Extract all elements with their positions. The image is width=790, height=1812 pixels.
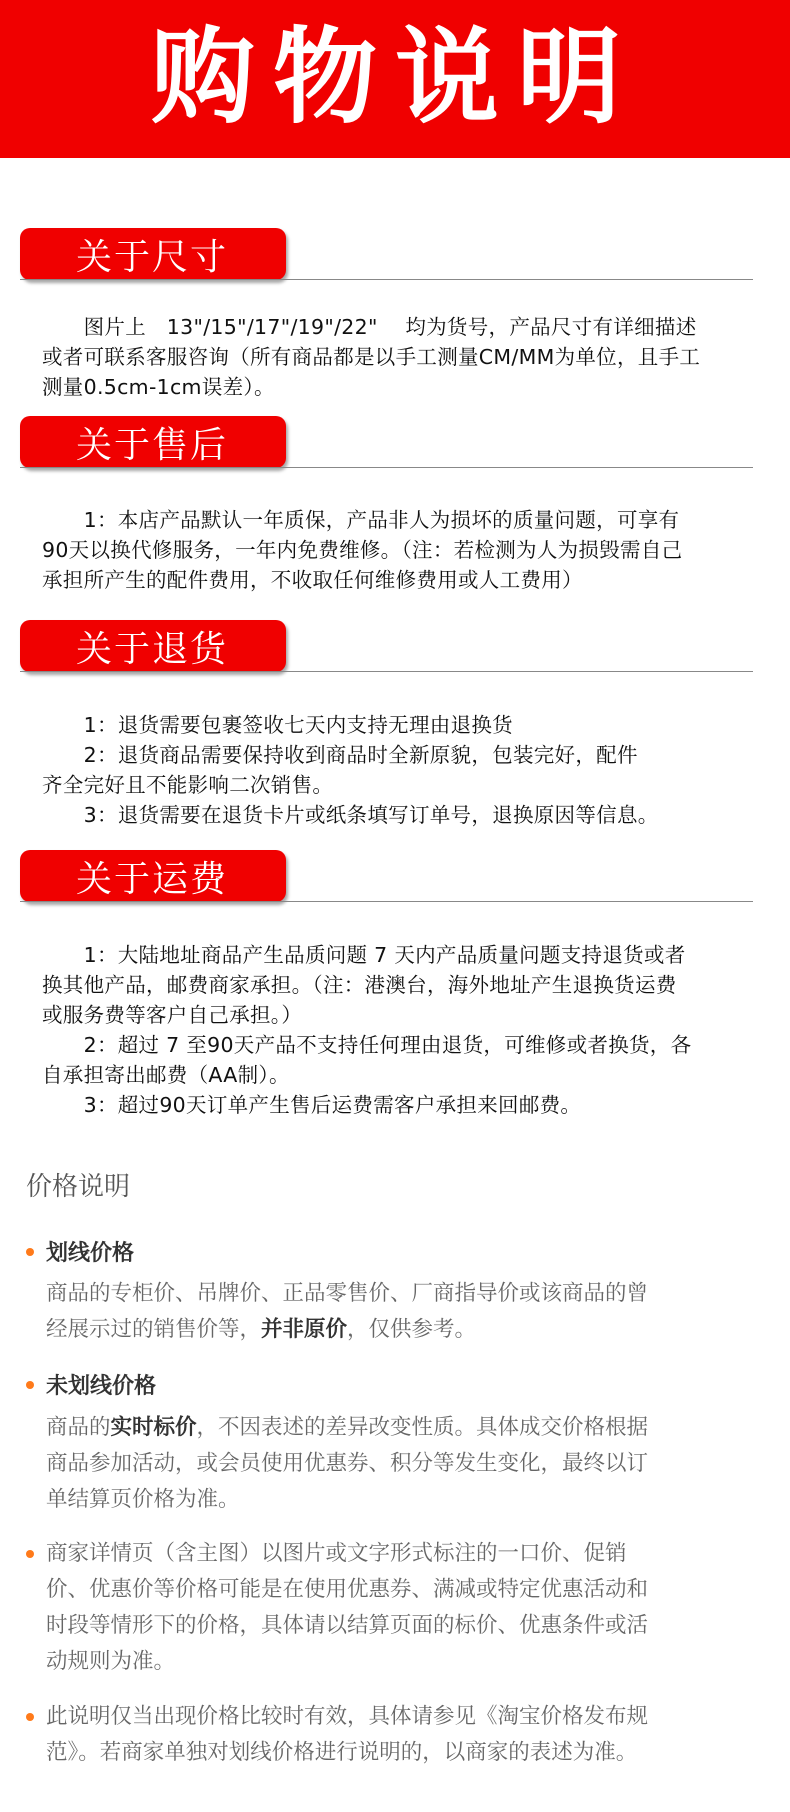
text-line: 商品的实时标价，不因表述的差异改变性质。具体成交价格根据 (46, 1415, 649, 1440)
section-heading-shipping (20, 850, 286, 902)
price-item-body (46, 1536, 761, 1680)
section-divider (20, 671, 753, 672)
bullet-dot (26, 1381, 34, 1389)
text-line: 商品的专柜价、吊牌价、正品零售价、厂商指导价或该商品的曾 (46, 1281, 649, 1306)
text-line: 3：超过90天订单产生售后运费需客户承担来回邮费。 (42, 1093, 582, 1117)
price-item-body (46, 1699, 761, 1771)
section-body-returns (42, 710, 762, 830)
text-line: 1：大陆地址商品产生品质问题 7 天内产品质量问题支持退货或者 (42, 943, 686, 967)
text-line: 2：超过 7 至90天产品不支持任何理由退货，可维修或者换货，各 (42, 1033, 692, 1057)
text-line: 单结算页价格为准。 (46, 1487, 240, 1512)
price-item-body (46, 1276, 761, 1348)
text-line: 1：退货需要包裹签收七天内支持无理由退换货 (42, 713, 513, 737)
price-section-title: 价格说明 (26, 1172, 131, 1202)
section-heading-returns (20, 620, 286, 672)
text-line: 动规则为准。 (46, 1649, 176, 1674)
text-line: 图片上 13"/15"/17"/19"/22" 均为货号，产品尺寸有详细描述 (42, 315, 697, 339)
text-line: 价、优惠价等价格可能是在使用优惠券、满减或特定优惠活动和 (46, 1577, 649, 1602)
text-line: 承担所产生的配件费用，不收取任何维修费用或人工费用） (42, 568, 583, 592)
section-heading-size (20, 228, 286, 280)
section-heading-label: 关于退货 (76, 628, 229, 670)
text-line: 或服务费等客户自己承担。） (42, 1003, 303, 1027)
text-line: 3：退货需要在退货卡片或纸条填写订单号，退换原因等信息。 (42, 803, 659, 827)
text-line: 自承担寄出邮费（AA制）。 (42, 1063, 290, 1087)
section-divider (20, 467, 753, 468)
text-line: 2：退货商品需要保持收到商品时全新原貌，包装完好，配件 (42, 743, 638, 767)
price-item-heading: 划线价格 (46, 1241, 135, 1266)
text-line: 商品参加活动，或会员使用优惠券、积分等发生变化，最终以订 (46, 1451, 649, 1476)
header-banner (0, 0, 790, 158)
text-line: 经展示过的销售价等，并非原价，仅供参考。 (46, 1317, 477, 1342)
section-heading-after-sales (20, 416, 286, 468)
section-heading-label: 关于尺寸 (76, 236, 229, 278)
bullet-dot (26, 1550, 34, 1558)
text-line: 换其他产品，邮费商家承担。（注：港澳台，海外地址产生退换货运费 (42, 973, 677, 997)
text-line: 齐全完好且不能影响二次销售。 (42, 773, 334, 797)
section-body-size (42, 312, 762, 402)
section-heading-label: 关于售后 (76, 424, 229, 466)
section-divider (20, 901, 753, 902)
emphasis-text: 并非原价 (261, 1317, 348, 1342)
emphasis-text: 实时标价 (110, 1415, 197, 1440)
section-heading-label: 关于运费 (76, 858, 229, 900)
text-line: 商家详情页（含主图）以图片或文字形式标注的一口价、促销 (46, 1541, 627, 1566)
page-title: 购物说明 (150, 16, 639, 138)
price-item-body (46, 1410, 761, 1518)
price-item-heading: 未划线价格 (46, 1374, 157, 1399)
text-line: 此说明仅当出现价格比较时有效，具体请参见《淘宝价格发布规 (46, 1704, 649, 1729)
text-line: 或者可联系客服咨询（所有商品都是以手工测量CM/MM为单位，且手工 (42, 345, 701, 369)
section-body-after-sales (42, 505, 762, 595)
text-line: 1：本店产品默认一年质保，产品非人为损坏的质量问题，可享有 (42, 508, 680, 532)
bullet-dot (26, 1248, 34, 1256)
section-divider (20, 279, 753, 280)
text-line: 范》。若商家单独对划线价格进行说明的，以商家的表述为准。 (46, 1740, 638, 1765)
text-line: 测量0.5cm-1cm误差）。 (42, 375, 275, 399)
text-line: 时段等情形下的价格，具体请以结算页面的标价、优惠条件或活 (46, 1613, 649, 1638)
bullet-dot (26, 1713, 34, 1721)
section-body-shipping (42, 940, 762, 1120)
text-line: 90天以换代修服务，一年内免费维修。（注：若检测为人为损毁需自己 (42, 538, 683, 562)
